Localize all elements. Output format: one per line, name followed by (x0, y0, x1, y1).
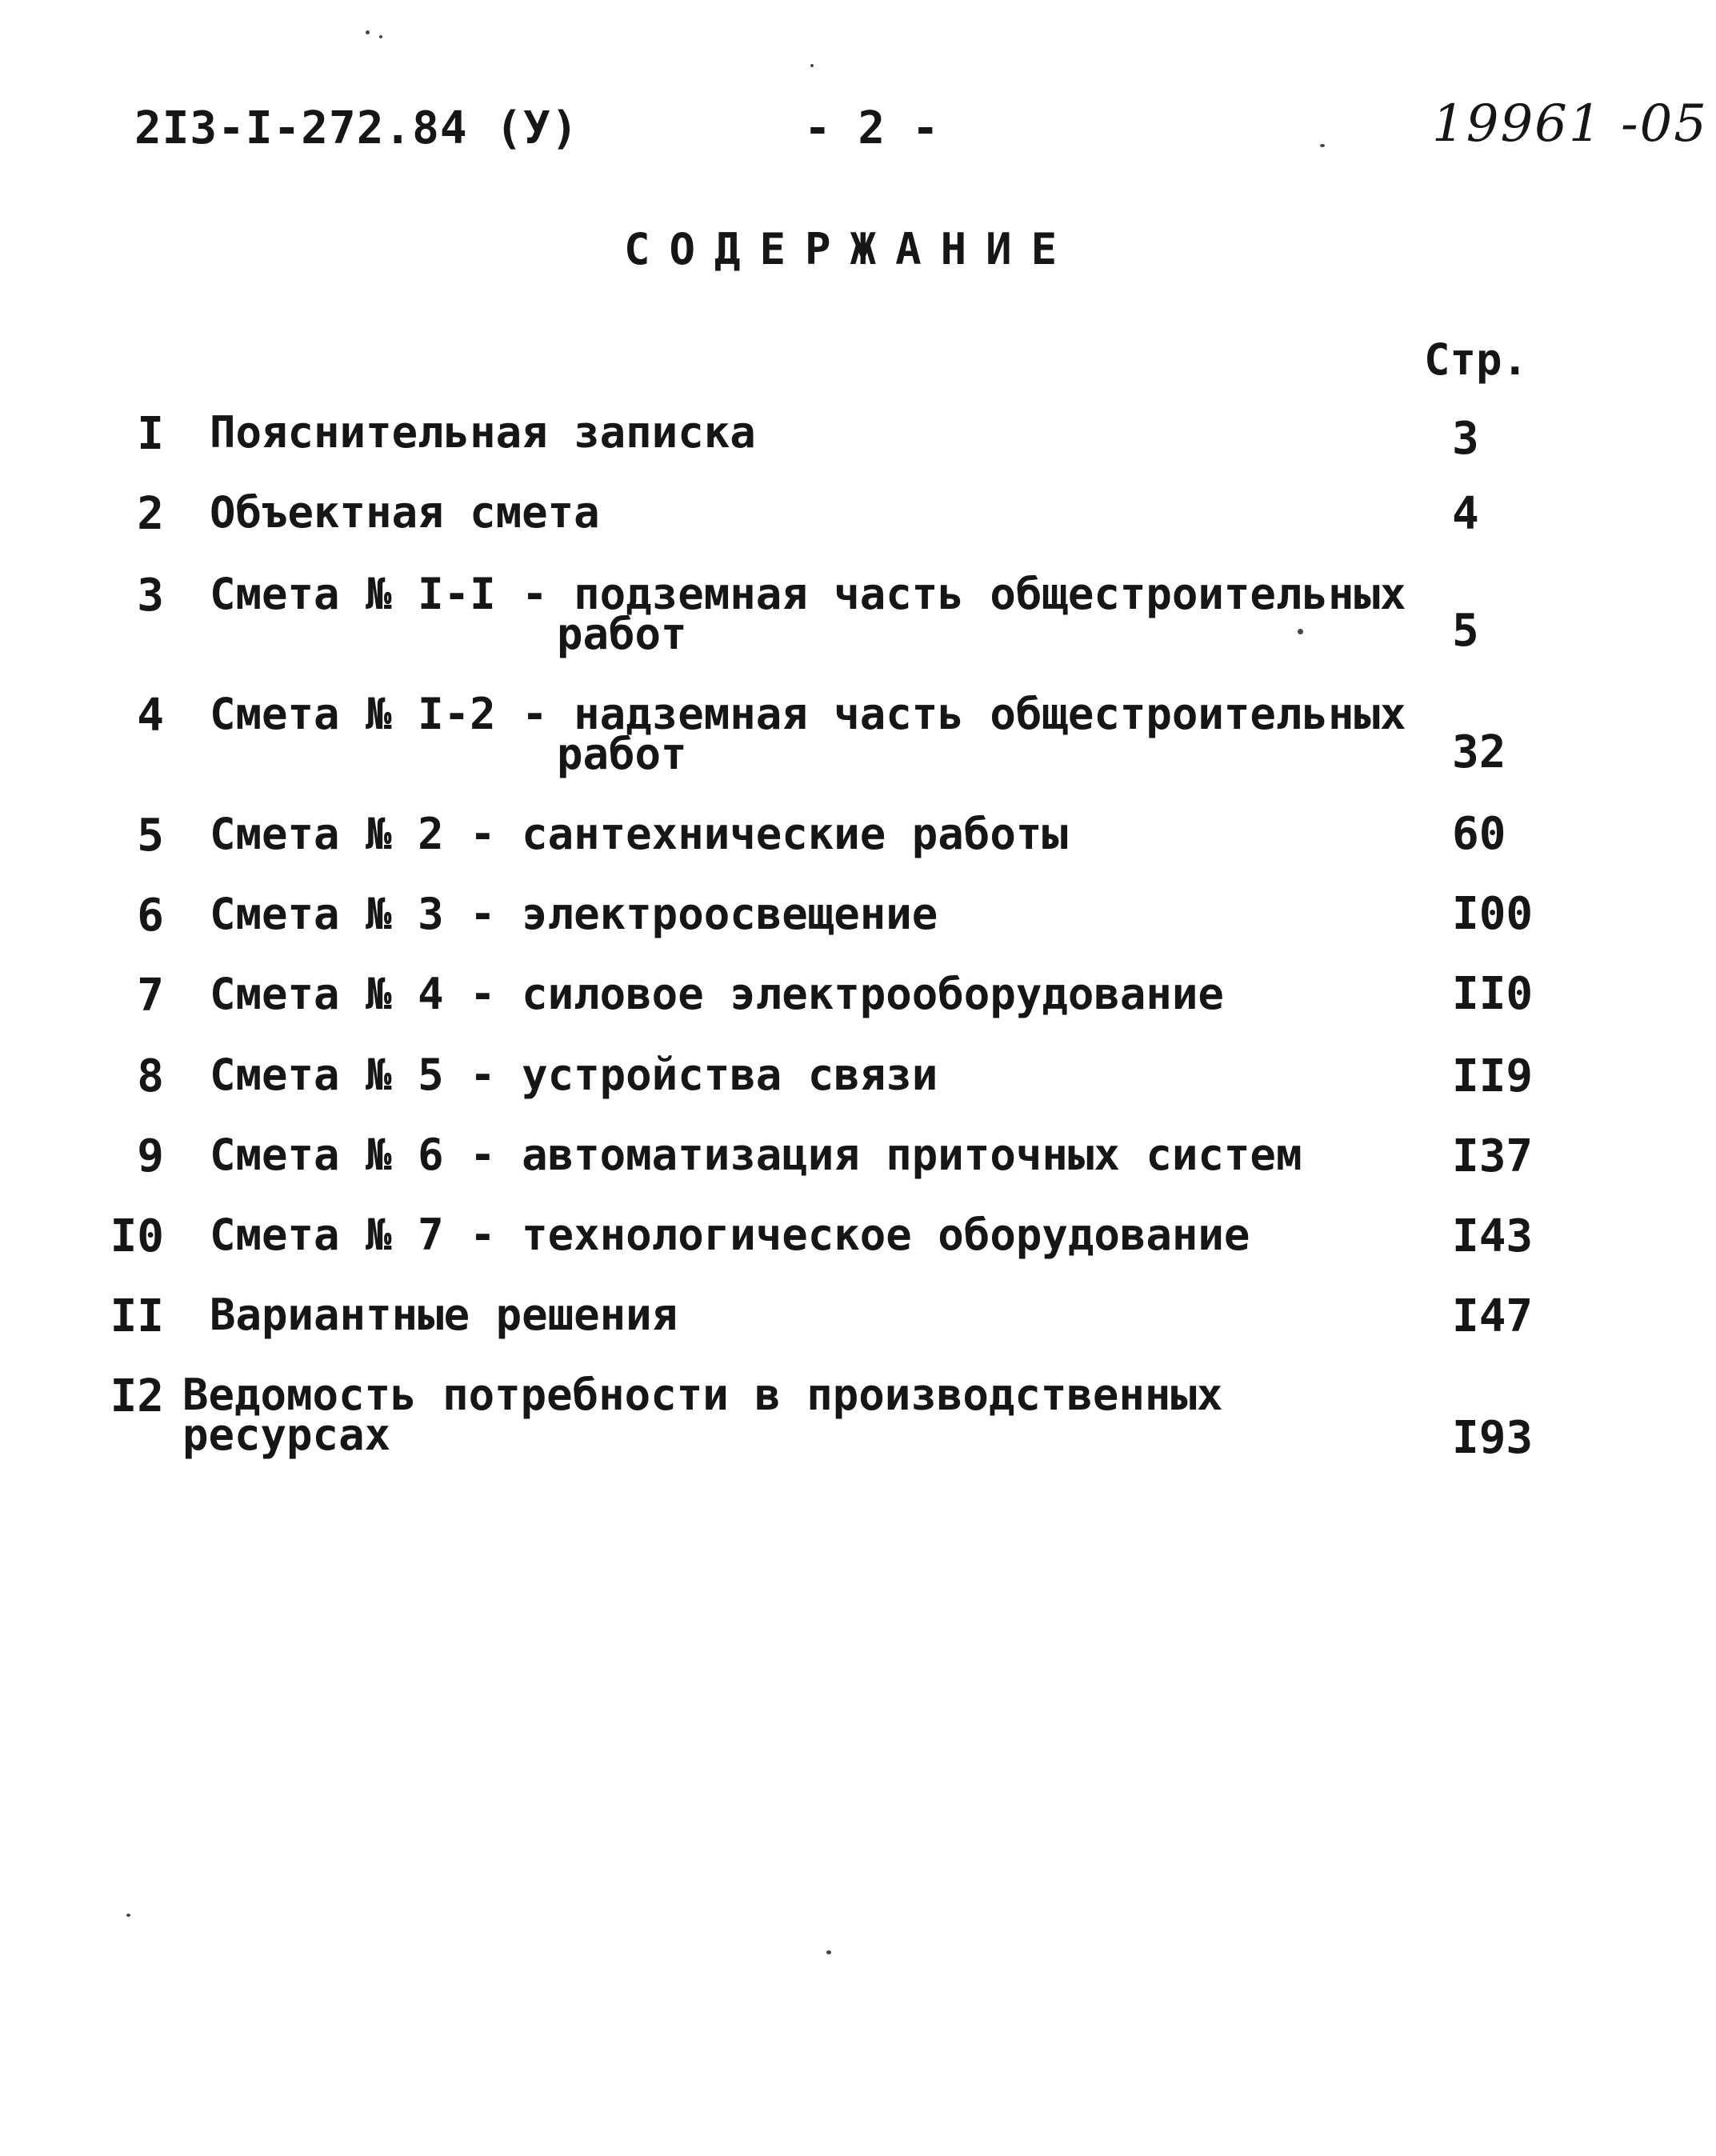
row-title-continued: работ (557, 729, 687, 779)
row-number: 5 (137, 810, 164, 862)
row-page: I00 (1452, 888, 1534, 940)
document-code: 2I3-I-272.84 (У) (134, 102, 579, 154)
inventory-number: 19961 -05 (1432, 94, 1708, 154)
row-number: 8 (137, 1050, 164, 1102)
row-page: II0 (1452, 968, 1534, 1020)
row-title: Смета № 2 - сантехнические работы (210, 809, 1068, 859)
row-page: II9 (1452, 1050, 1534, 1102)
row-page: I93 (1452, 1412, 1534, 1464)
row-page: I43 (1452, 1210, 1534, 1262)
row-number: 2 (137, 488, 164, 540)
row-title: Вариантные решения (210, 1290, 678, 1340)
row-title: Объектная смета (210, 487, 600, 538)
row-title-continued: работ (557, 609, 687, 659)
row-number: I2 (110, 1370, 164, 1422)
page-number: - 2 - (804, 102, 939, 154)
scan-speck (1298, 629, 1303, 634)
row-title: Пояснительная записка (210, 407, 756, 458)
row-page: 5 (1452, 605, 1479, 657)
scan-speck (366, 30, 370, 34)
scan-speck (1320, 144, 1325, 147)
row-page: I37 (1452, 1130, 1534, 1182)
scan-speck (379, 35, 382, 38)
row-title: Ведомость потребности в производственных (182, 1370, 1223, 1420)
row-title-continued: ресурсах (182, 1410, 391, 1460)
row-title: Смета № 3 - электроосвещение (210, 889, 938, 939)
row-page: 4 (1452, 488, 1479, 540)
row-title: Смета № 4 - силовое электрооборудование (210, 969, 1224, 1019)
row-page: I47 (1452, 1290, 1534, 1342)
row-number: 7 (137, 970, 164, 1022)
row-number: I (137, 408, 164, 460)
page-title: СОДЕРЖАНИЕ (624, 224, 1077, 274)
row-page: 32 (1452, 726, 1506, 778)
row-number: 4 (137, 690, 164, 742)
row-page: 3 (1452, 413, 1479, 465)
row-title: Смета № 6 - автоматизация приточных систем (210, 1130, 1302, 1180)
page-column-header: Стр. (1424, 334, 1529, 385)
row-number: I0 (110, 1210, 164, 1262)
scan-speck (810, 64, 814, 67)
row-title: Смета № I-2 - надземная часть общестроительных (210, 689, 1406, 739)
row-title: Смета № 5 - устройства связи (210, 1050, 938, 1100)
scan-speck (826, 1950, 831, 1954)
row-number: II (110, 1290, 164, 1342)
row-page: 60 (1452, 808, 1506, 860)
row-number: 3 (137, 570, 164, 622)
row-title: Смета № 7 - технологическое оборудование (210, 1210, 1250, 1260)
row-number: 9 (137, 1130, 164, 1182)
row-title: Смета № I-I - подземная часть общестроительных (210, 569, 1406, 619)
scan-speck (126, 1914, 130, 1917)
row-number: 6 (137, 890, 164, 942)
